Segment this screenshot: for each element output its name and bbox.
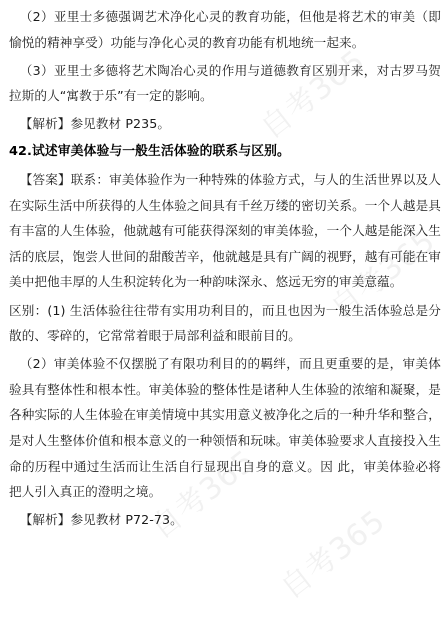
answer-difference-2: （2）审美体验不仅摆脱了有限功利目的的羁绊，而且更重要的是，审美体验具有整体性和根本性。审美体验的整体性是诸种人生体验的浓缩和凝聚，是各种实际的人生体验在审美情境中其实用意义被净化之后的一种升华和整合，是对人生整体价值和根本意义的一种领悟和玩味。审美体验要求人直接投入生命的历程中通过生活而让生活自行显现出自身的意义。因 此，审美体验必将把人引入真正的澄明之境。 bbox=[9, 356, 441, 500]
answer-point-3: （3）亚里士多德将艺术陶冶心灵的作用与道德教育区别开来，对古罗马贺拉斯的人“寓教于乐”有一定的影响。 bbox=[9, 62, 441, 104]
watermark-text: 自考365 bbox=[144, 443, 263, 547]
analysis-note: 【解析】参见教材 P235。 bbox=[19, 116, 171, 132]
question-42-heading: 42.试述审美体验与一般生活体验的联系与区别。 bbox=[9, 144, 290, 160]
watermark-text: 自考365 bbox=[274, 503, 393, 607]
answer-connection: 【答案】联系：审美体验作为一种特殊的体验方式，与人的生活世界以及人在实际生活中所获得的人生体验之间具有千丝万缕的密切关系。一个人越是具有丰富的人生体验，他就越有可能获得深刻的审美体验，一个人越是能深入生活的底层，饱尝人世间的甜酸苦辛，他就越是具有广阔的视野，越有可能在审美中把他丰厚的人生积淀转化为一种韵味深永、悠远无穷的审美意蕴。 bbox=[9, 172, 441, 290]
watermark-text: 自考365 bbox=[254, 43, 373, 147]
document-page bbox=[9, 4, 441, 535]
answer-point-2: （2）亚里士多德强调艺术净化心灵的教育功能，但他是将艺术的审美（即愉悦的精神享受）功能与净化心灵的教育功能有机地统一起来。 bbox=[9, 9, 441, 50]
watermark-text: 自考365 bbox=[324, 223, 443, 327]
answer-difference-1: 区别：(1) 生活体验往往带有实用功利目的，而且也因为一般生活体验总是分散的、零碎的，它常常着眼于局部利益和眼前目的。 bbox=[9, 302, 441, 344]
analysis-note-2: 【解析】参见教材 P72-73。 bbox=[19, 512, 183, 528]
